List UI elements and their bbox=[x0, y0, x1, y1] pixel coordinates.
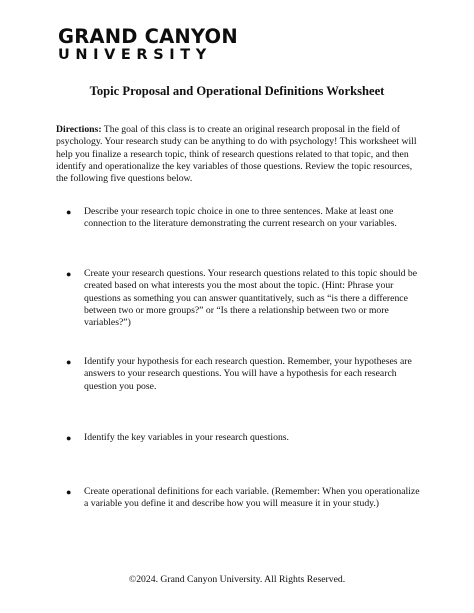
question-item bbox=[66, 356, 422, 393]
question-text: Describe your research topic choice in one to three sentences. Make at least one connection to the literature demonstrating the current research on your variables. bbox=[84, 206, 397, 230]
bullet-icon: ● bbox=[66, 487, 72, 497]
logo-wordmark-top: GRAND CANYON bbox=[58, 25, 238, 48]
question-text: Create your research questions. Your research questions related to this topic should be created based on what interests you the most about the topic. (Hint: Phrase your questions as something you can answer quantitatively, such as “is there a difference between two or more groups?” or “Is there a relationship between two or more variables?”) bbox=[84, 268, 418, 329]
question-item bbox=[66, 486, 422, 511]
directions-paragraph bbox=[56, 124, 418, 185]
directions-text: The goal of this class is to create an original research proposal in the field of psychology. Your research study can be anything to do with psychology! This worksheet will help you finalize a research topic, think of research questions related to that topic, and then identify and operationalize the key variables of those questions. Review the topic resources, the following five questions below. bbox=[56, 124, 417, 185]
copyright-footer: ©2024. Grand Canyon University. All Rights Reserved. bbox=[128, 574, 346, 585]
question-text: Identify the key variables in your research questions. bbox=[84, 432, 289, 443]
bullet-icon: ● bbox=[66, 207, 72, 217]
page-title: Topic Proposal and Operational Definitions Worksheet bbox=[89, 84, 385, 98]
question-text: Create operational definitions for each variable. (Remember: When you operationalize a variable you define it and describe how you will measure it in your study.) bbox=[84, 486, 420, 510]
bullet-icon: ● bbox=[66, 433, 72, 443]
bullet-icon: ● bbox=[66, 357, 72, 367]
logo-wordmark-bottom: UNIVERSITY bbox=[58, 47, 212, 63]
question-item bbox=[66, 206, 422, 231]
university-logo bbox=[58, 25, 238, 63]
bullet-icon: ● bbox=[66, 269, 72, 279]
question-item bbox=[66, 432, 422, 444]
question-text: Identify your hypothesis for each research question. Remember, your hypotheses are answers to your research questions. You will have a hypothesis for each research question you pose. bbox=[84, 356, 412, 392]
question-item bbox=[66, 268, 422, 329]
directions-label: Directions: bbox=[56, 124, 102, 135]
